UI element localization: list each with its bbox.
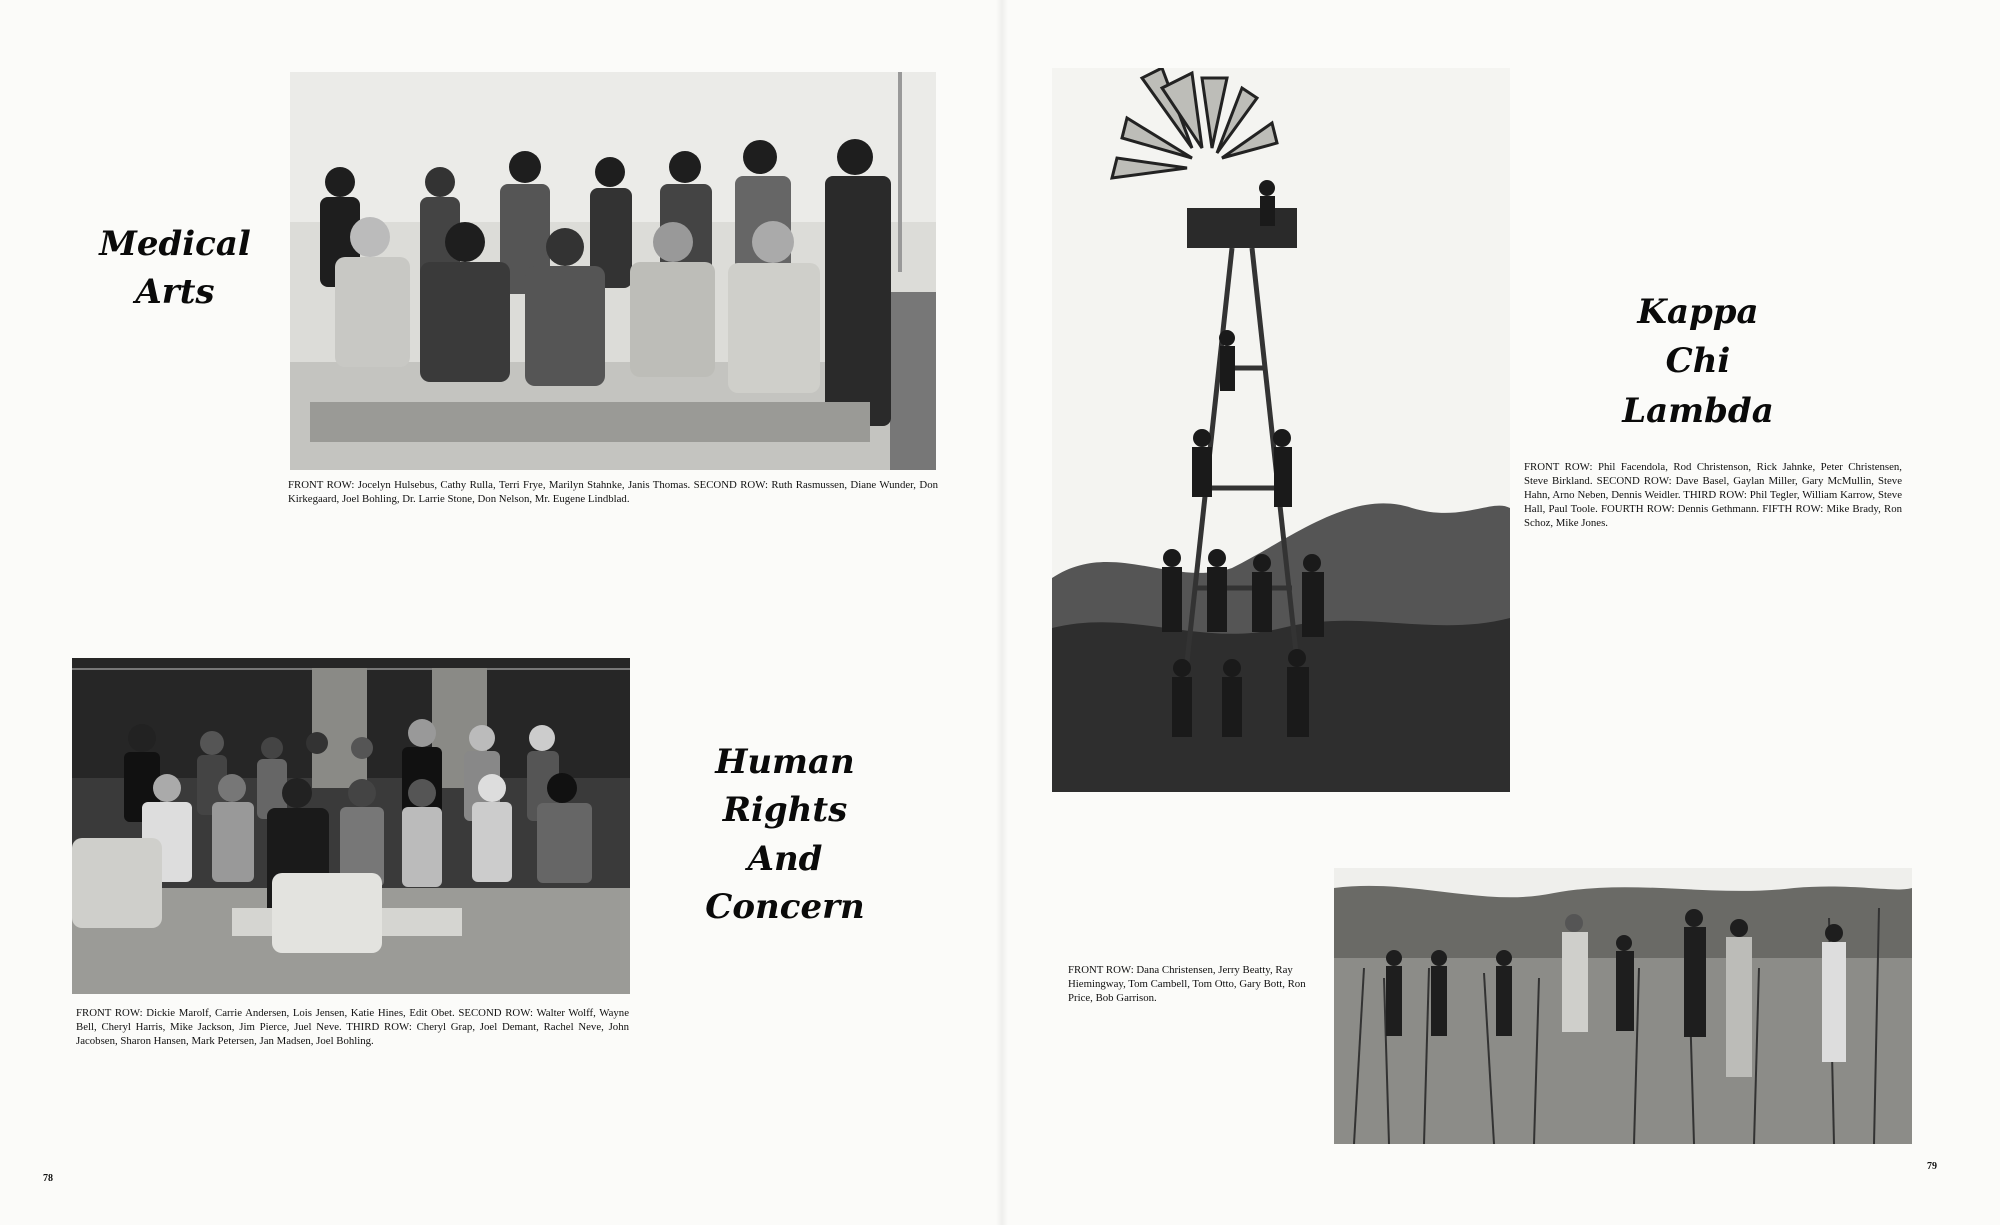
heading-line: Human [715, 742, 855, 782]
medical-arts-photo [290, 72, 936, 470]
heading-line: Lambda [1622, 390, 1774, 431]
heading-line: Rights [722, 790, 848, 831]
human-rights-photo [72, 658, 630, 994]
heading-line: Concern [705, 886, 865, 927]
page-number-78: 78 [43, 1173, 53, 1184]
cornfield-photo [1334, 868, 1912, 1144]
cornfield-caption: FRONT ROW: Dana Christensen, Jerry Beatty, Ray Hiemingway, Tom Cambell, Tom Otto, Gary Bott, Ron Price, Bob Garrison. [1068, 964, 1306, 1004]
medical-arts-heading [90, 220, 260, 317]
page-gutter [996, 0, 1008, 1225]
heading-line: Chi [1665, 341, 1731, 382]
page-number-79: 79 [1927, 1161, 1937, 1172]
heading-line: Medical [99, 224, 251, 264]
human-rights-heading [690, 738, 880, 931]
medical-arts-caption: FRONT ROW: Jocelyn Hulsebus, Cathy Rulla, Terri Frye, Marilyn Stahnke, Janis Thomas. SECOND ROW: Ruth Rasmussen, Diane Wunder, Don Kirkegaard, Joel Bohling, Dr. Larrie Stone, Don Nelson, Mr. Eugene Lindblad. [288, 479, 938, 505]
heading-line: And [747, 838, 823, 879]
kappa-chi-lambda-caption: FRONT ROW: Phil Facendola, Rod Christenson, Rick Jahnke, Peter Christensen, Steve Birkland. SECOND ROW: Dave Basel, Gaylan Miller, Gary McMullin, Steve Hahn, Arno Neben, Dennis Weidler. THIRD ROW: Phil Tegler, William Karrow, Steve Hall, Paul Toole. FOURTH ROW: Dennis Gethmann. FIFTH ROW: Mike Brady, Ron Schoz, Mike Jones. [1524, 461, 1902, 529]
heading-line: Arts [135, 272, 215, 313]
kappa-chi-lambda-heading [1608, 288, 1788, 436]
heading-line: Kappa [1637, 292, 1759, 332]
kappa-chi-lambda-windmill-photo [1052, 68, 1510, 792]
human-rights-caption: FRONT ROW: Dickie Marolf, Carrie Andersen, Lois Jensen, Katie Hines, Edit Obet. SECOND ROW: Walter Wolff, Wayne Bell, Cheryl Harris, Mike Jackson, Jim Pierce, Juel Neve. THIRD ROW: Cheryl Grap, Joel Demant, Rachel Neve, John Jacobsen, Sharon Hansen, Mark Petersen, Jan Madsen, Joel Bohling. [76, 1007, 629, 1047]
